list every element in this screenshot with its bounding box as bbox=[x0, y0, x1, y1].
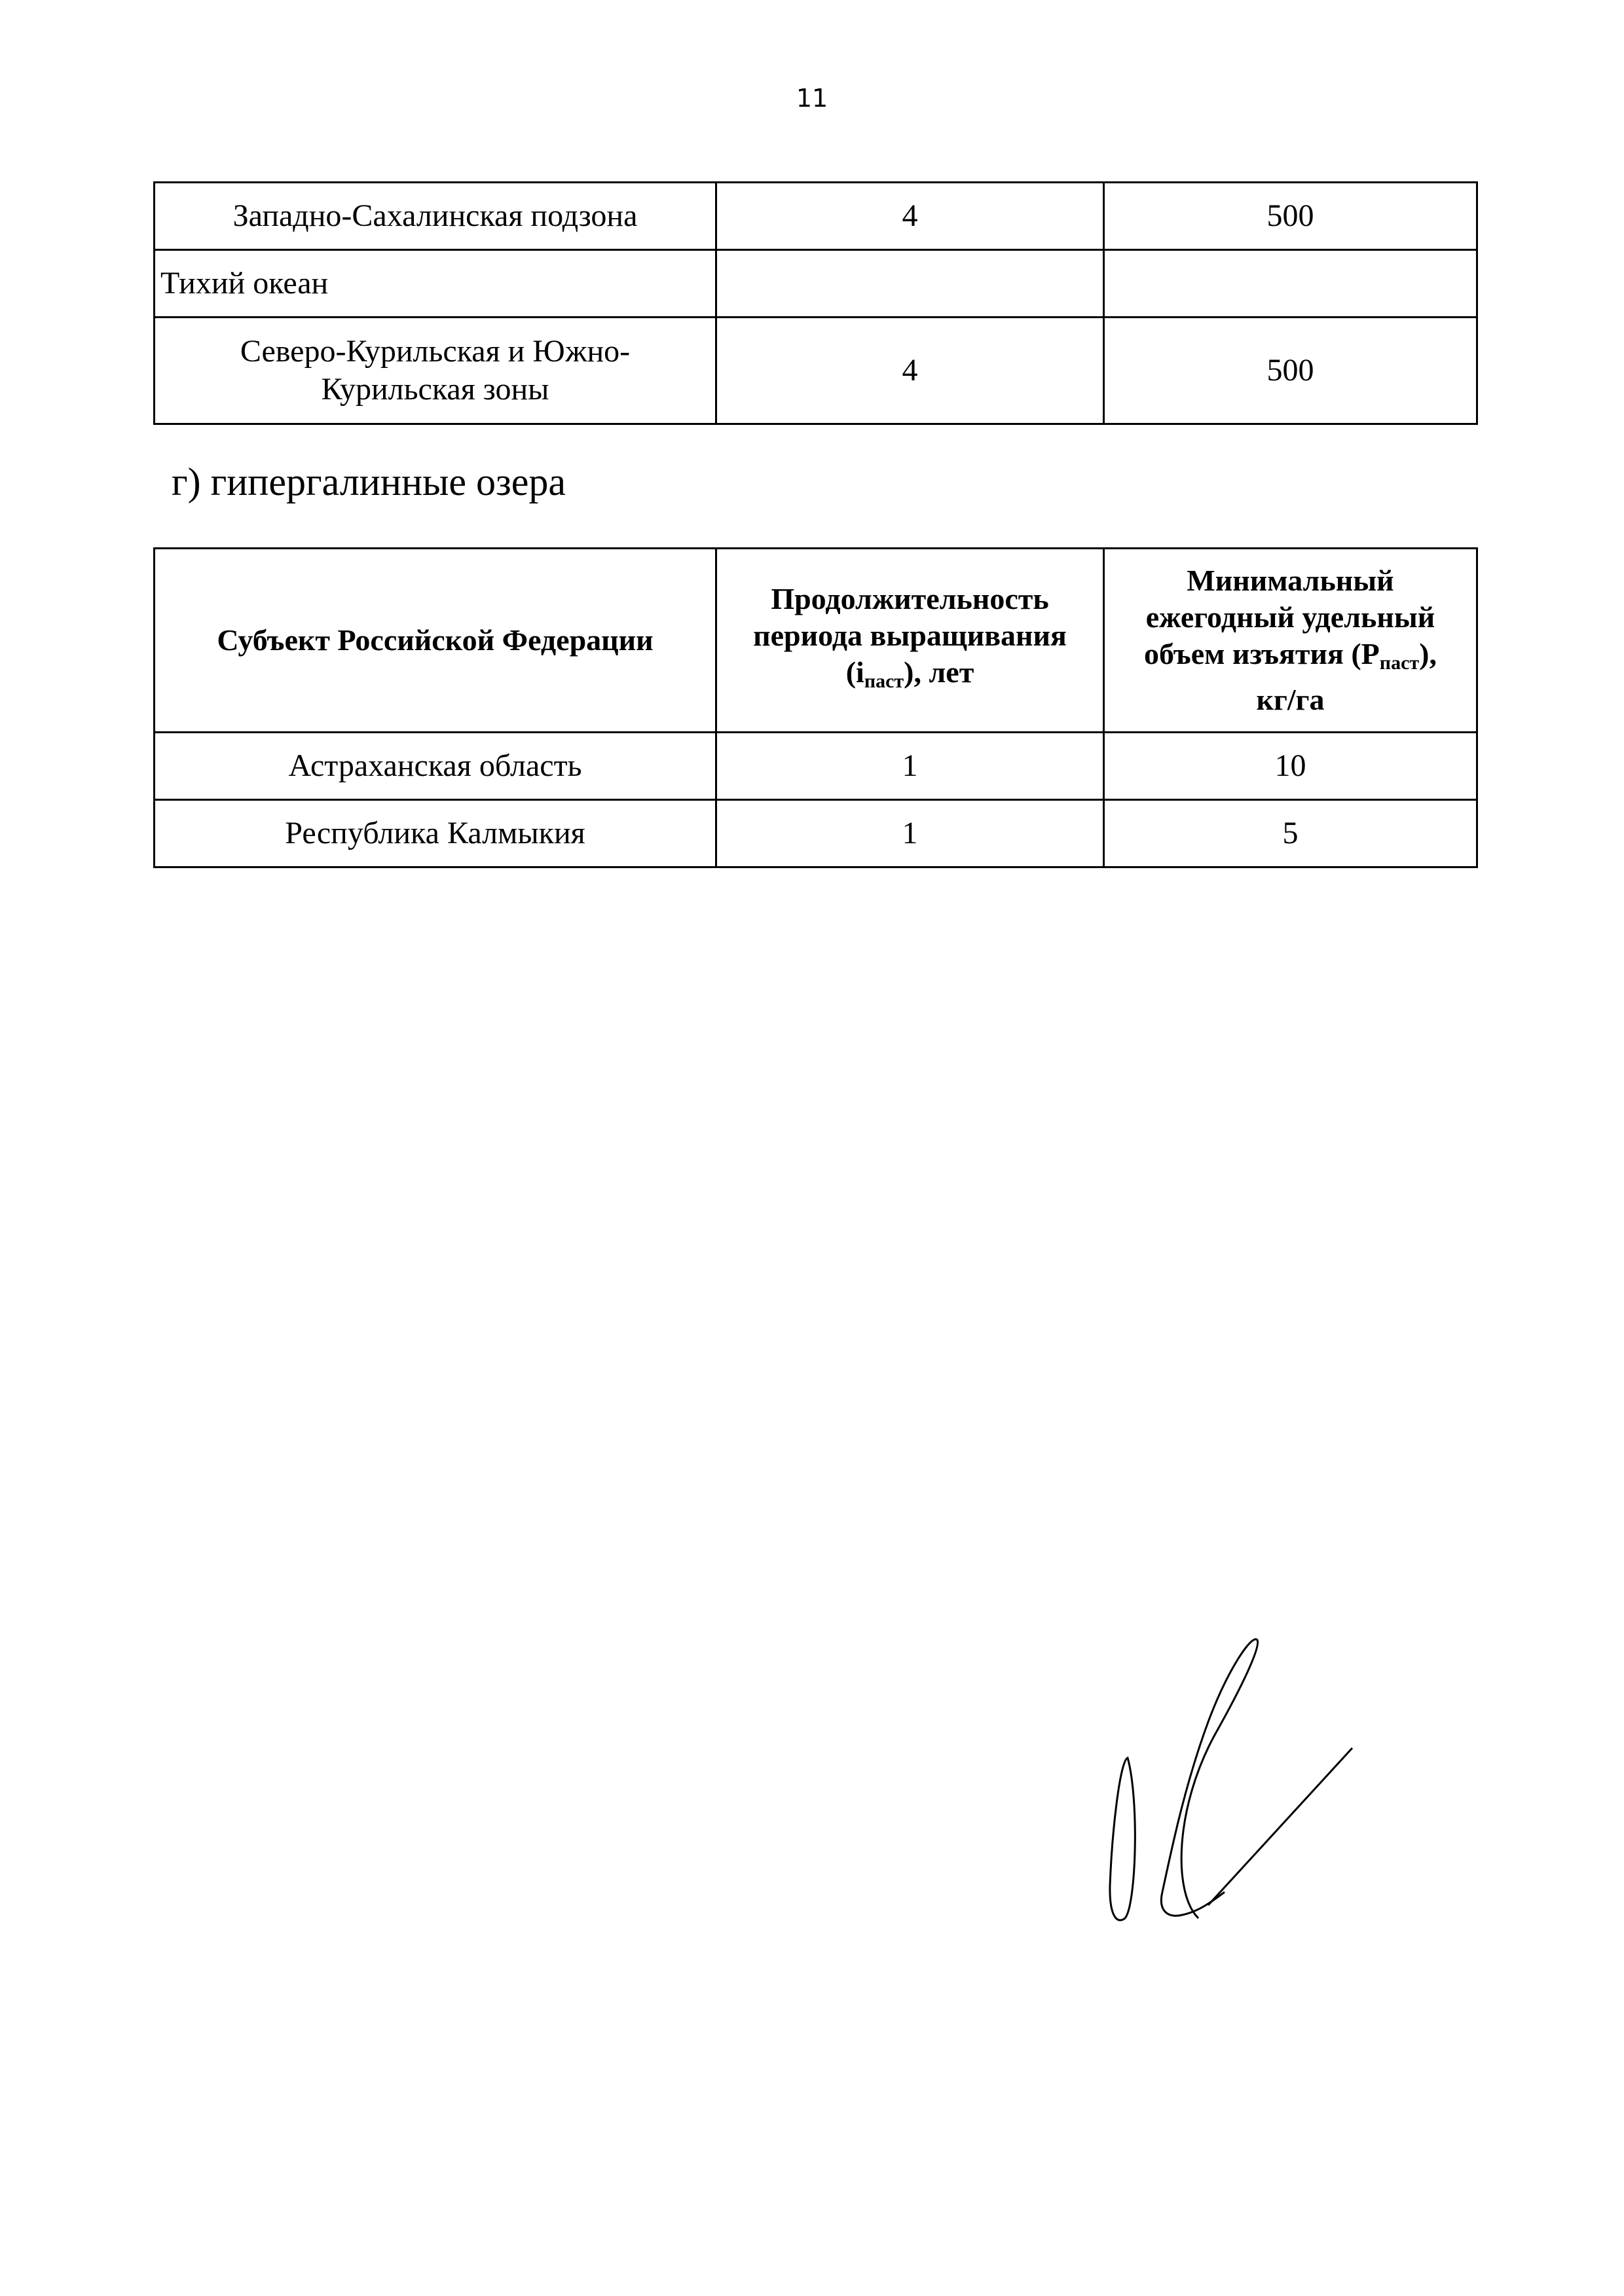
period-cell: 4 bbox=[716, 318, 1104, 424]
subject-cell: Астраханская область bbox=[155, 733, 716, 800]
header-volume-close: ), bbox=[1419, 637, 1437, 670]
header-volume-line-2: ежегодный удельный bbox=[1145, 600, 1435, 634]
volume-cell bbox=[1104, 250, 1477, 318]
zone-name-cell: Западно-Сахалинская подзона bbox=[155, 183, 716, 250]
table-row bbox=[155, 183, 1477, 250]
header-volume-subscript: паст bbox=[1379, 652, 1420, 674]
table-row bbox=[155, 800, 1477, 867]
period-cell bbox=[716, 250, 1104, 318]
header-subject: Субъект Российской Федерации bbox=[155, 549, 716, 733]
signature-image bbox=[1100, 1637, 1362, 1938]
ocean-name-cell: Тихий океан bbox=[155, 250, 716, 318]
page-number: 11 bbox=[796, 84, 828, 113]
table-row bbox=[155, 250, 1477, 318]
period-cell: 4 bbox=[716, 183, 1104, 250]
table-header-row bbox=[155, 549, 1477, 733]
period-cell: 1 bbox=[716, 800, 1104, 867]
volume-cell: 500 bbox=[1104, 183, 1477, 250]
section-heading: г) гипергалинные озера bbox=[172, 460, 566, 503]
period-cell: 1 bbox=[716, 733, 1104, 800]
zone-name-cell bbox=[155, 318, 716, 424]
table-continued bbox=[153, 181, 1478, 425]
table-hypersaline-lakes bbox=[153, 547, 1478, 868]
header-volume-prefix: объем изъятия (P bbox=[1144, 637, 1380, 670]
volume-cell: 500 bbox=[1104, 318, 1477, 424]
header-period-close: ), лет bbox=[904, 655, 974, 689]
header-period bbox=[716, 549, 1104, 733]
header-period-line-1: Продолжительность bbox=[771, 582, 1049, 615]
zone-name-line-1: Северо-Курильская и Южно- bbox=[240, 334, 631, 369]
table-row bbox=[155, 733, 1477, 800]
volume-cell: 5 bbox=[1104, 800, 1477, 867]
header-volume-unit: кг/га bbox=[1256, 683, 1325, 716]
volume-cell: 10 bbox=[1104, 733, 1477, 800]
header-volume-line-1: Минимальный bbox=[1187, 564, 1394, 597]
header-volume bbox=[1104, 549, 1477, 733]
header-period-line-2: периода выращивания bbox=[753, 619, 1067, 652]
header-period-subscript: паст bbox=[864, 670, 904, 692]
header-period-open: (i bbox=[845, 655, 864, 689]
table-row bbox=[155, 318, 1477, 424]
zone-name-line-2: Курильская зоны bbox=[321, 372, 549, 407]
subject-cell: Республика Калмыкия bbox=[155, 800, 716, 867]
